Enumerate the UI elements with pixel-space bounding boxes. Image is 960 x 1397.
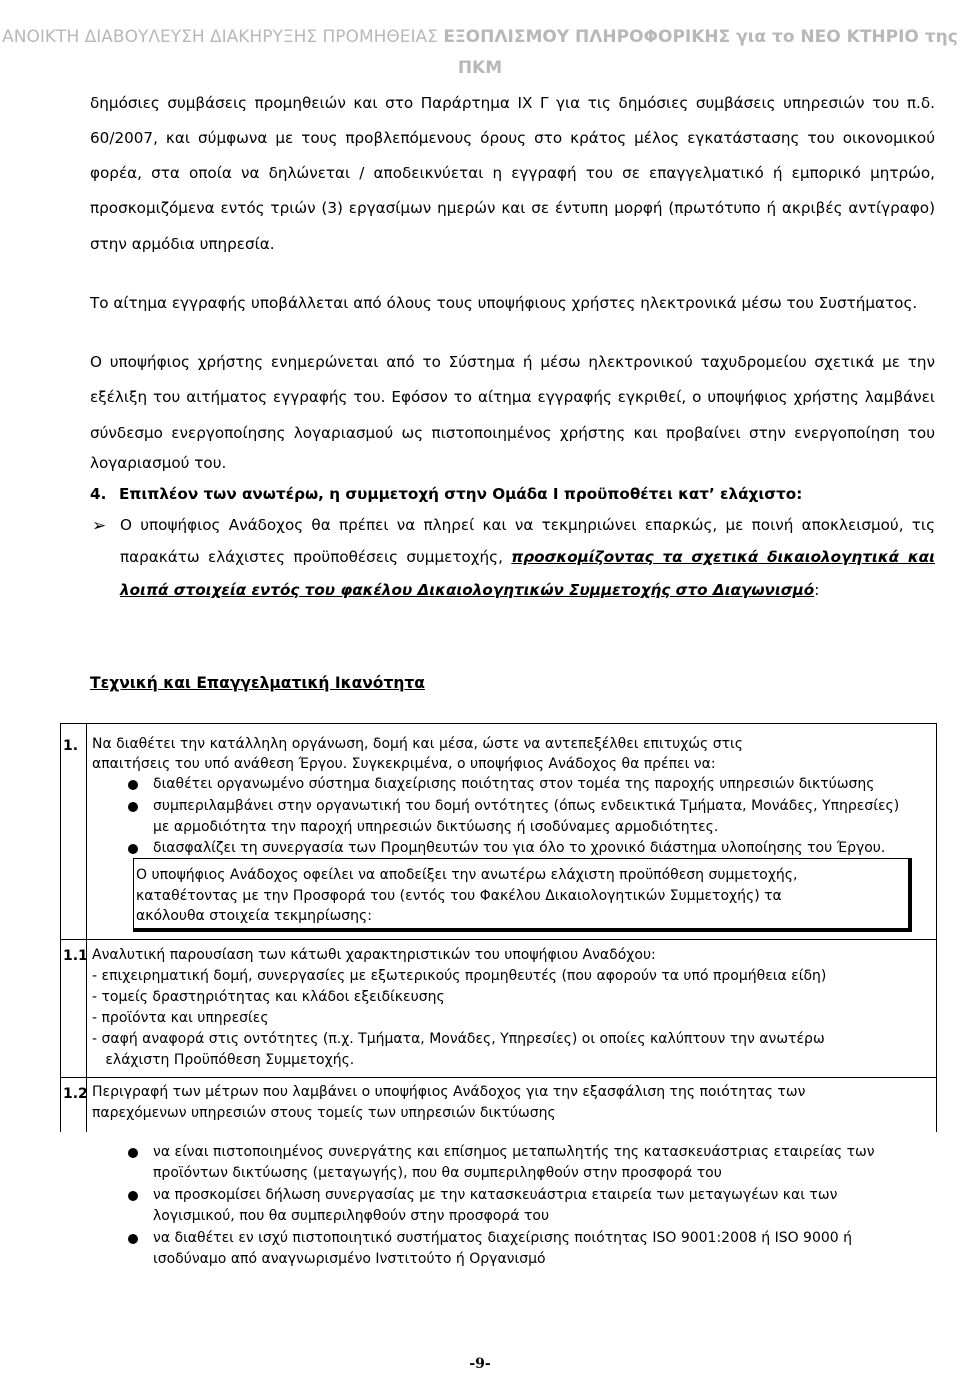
bullet-icon: [128, 780, 138, 790]
para3-line4: λογαριασμού του.: [90, 454, 227, 472]
para1-line5: στην αρμόδια υπηρεσία.: [90, 235, 275, 253]
arrow-bullet-icon: ➢: [92, 516, 107, 536]
document-header: [0, 24, 960, 50]
item4-number: 4.: [90, 485, 107, 503]
row2-number: 1.1: [63, 948, 88, 964]
bullet-icon: [128, 1191, 138, 1201]
arrow-line3: [120, 577, 819, 604]
para3-line1: Ο υποψήφιος χρήστης ενημερώνεται από το Σύστημα ή μέσω ηλεκτρονικού ταχυδρομείου σχετικά με την: [90, 353, 935, 371]
row1-bullet2-line2: με αρμοδιότητα την παροχή υπηρεσιών δικτύωσης ή ισοδύναμες αρμοδιότητες.: [153, 819, 719, 835]
arrow-line3-end: :: [814, 581, 820, 599]
row1-bullet2-line1: συμπεριλαμβάνει στην οργανωτική του δομή οντότητες (όπως ενδεικτικά Τμήματα, Μονάδες, Υπηρεσίες): [153, 798, 900, 814]
section-title: Τεχνική και Επαγγελματική Ικανότητα: [90, 674, 425, 692]
bullet-icon: [128, 1234, 138, 1244]
para3-line2: εξέλιξη του αιτήματος εγγραφής του. Εφόσον το αίτημα εγγραφής εγκριθεί, ο υποψήφιος χρήστης λαμβάνει: [90, 388, 935, 406]
row3-bullet2-line2: λογισμικού, που θα συμπεριληφθούν στην προσφορά του: [153, 1208, 550, 1224]
arrow-line2-emphasis: προσκομίζοντας τα σχετικά δικαιολογητικά και: [511, 548, 935, 566]
row3-bullet2-line1: να προσκομίσει δήλωση συνεργασίας με την κατασκευάστρια εταιρεία των μεταγωγέων και των: [153, 1187, 838, 1203]
table-row-divider-1: [60, 939, 937, 940]
para3-line3: σύνδεσμο ενεργοποίησης λογαριασμού ως πιστοποιημένος χρήστης και προβαίνει στην ενεργοποίηση του: [90, 424, 935, 442]
page-number: -9-: [469, 1356, 491, 1372]
table-left-border: [60, 723, 61, 1132]
note-line3: ακόλουθα στοιχεία τεκμηρίωσης:: [136, 908, 372, 924]
table-right-border: [936, 723, 937, 1132]
row3-bullet1-line2: προϊόντων δικτύωσης (μεταγωγής), που θα συμπεριληφθούν στην προσφορά του: [153, 1165, 722, 1181]
row1-text-line2: απαιτήσεις του υπό ανάθεση Έργου. Συγκεκριμένα, ο υποψήφιος Ανάδοχος θα πρέπει να:: [92, 756, 716, 772]
row2-line4: - προϊόντα και υπηρεσίες: [92, 1010, 269, 1026]
row2-line5: - σαφή αναφορά στις οντότητες (π.χ. Τμήματα, Μονάδες, Υπηρεσίες) οι οποίες καλύπτουν την ανωτέρω: [92, 1031, 825, 1047]
header-line1-bold: ΕΞΟΠΛΙΣΜΟΥ ΠΛΗΡΟΦΟΡΙΚΗΣ για το ΝΕΟ ΚΤΗΡΙΟ της: [443, 27, 958, 47]
bullet-icon: [128, 802, 138, 812]
table-column-divider: [86, 723, 87, 1132]
row2-line1: Αναλυτική παρουσίαση των κάτωθι χαρακτηριστικών του υποψήφιου Αναδόχου:: [92, 947, 656, 963]
arrow-line3-emphasis: λοιπά στοιχεία εντός του φακέλου Δικαιολογητικών Συμμετοχής στο Διαγωνισμό: [120, 581, 815, 599]
row2-line6: ελάχιστη Προϋπόθεση Συμμετοχής.: [92, 1052, 355, 1068]
row3-bullet3-line2: ισοδύναμο από αναγνωρισμένο Ινστιτούτο ή Οργανισμό: [153, 1251, 546, 1267]
header-line1-regular: ΑΝΟΙΚΤΗ ΔΙΑΒΟΥΛΕΥΣΗ ΔΙΑΚΗΡΥΞΗΣ ΠΡΟΜΗΘΕΙΑΣ: [2, 27, 438, 47]
table-row-divider-2: [60, 1077, 937, 1078]
table-top-border: [60, 723, 937, 724]
note-line1: Ο υποψήφιος Ανάδοχος οφείλει να αποδείξει την ανωτέρω ελάχιστη προϋπόθεση συμμετοχής,: [136, 867, 798, 883]
para1-line1: δημόσιες συμβάσεις προμηθειών και στο Παράρτημα ΙΧ Γ για τις δημόσιες συμβάσεις υπηρεσιών του π.δ.: [90, 94, 935, 112]
para1-line2: 60/2007, και σύμφωνα με τους προβλεπόμενους όρους στο κράτος μέλος εγκατάστασης του οικονομικού: [90, 129, 935, 147]
row1-text-line1: Να διαθέτει την κατάλληλη οργάνωση, δομή και μέσα, ώστε να αντεπεξέλθει επιτυχώς στις: [92, 736, 743, 752]
arrow-line2-plain: παρακάτω ελάχιστες προϋποθέσεις συμμετοχής,: [120, 548, 512, 566]
row3-line1: Περιγραφή των μέτρων που λαμβάνει ο υποψήφιος Ανάδοχος για την εξασφάλιση της ποιότητας των: [92, 1084, 806, 1100]
row1-bullet3: διασφαλίζει τη συνεργασία των Προμηθευτών του για όλο το χρονικό διάστημα υλοποίησης του Έργου.: [153, 840, 886, 856]
bullet-icon: [128, 844, 138, 854]
item4-heading: Επιπλέον των ανωτέρω, η συμμετοχή στην Ομάδα Ι προϋποθέτει κατ’ ελάχιστο:: [119, 485, 803, 503]
para1-line4: προσκομιζόμενα εντός τριών (3) εργασίμων ημερών και σε έντυπη μορφή (πρωτότυπο ή ακριβές αντίγραφο): [90, 199, 935, 217]
para2: Το αίτημα εγγραφής υποβάλλεται από όλους τους υποψήφιους χρήστες ηλεκτρονικά μέσω του Συστήματος.: [90, 294, 918, 312]
arrow-line2: [120, 544, 935, 571]
row3-bullet3-line1: να διαθέτει εν ισχύ πιστοποιητικό συστήματος διαχείρισης ποιότητας ISO 9001:2008 ή ISO 9000 ή: [153, 1230, 853, 1246]
arrow-line1: Ο υποψήφιος Ανάδοχος θα πρέπει να πληρεί και να τεκμηριώνει επαρκώς, με ποινή αποκλεισμού, τις: [120, 516, 935, 534]
row2-line3: - τομείς δραστηριότητας και κλάδοι εξειδίκευσης: [92, 989, 445, 1005]
note-line2: καταθέτοντας με την Προσφορά του (εντός του Φακέλου Δικαιολογητικών Συμμετοχής) τα: [136, 888, 782, 904]
row3-line2: παρεχόμενων υπηρεσιών στους τομείς των υπηρεσιών δικτύωσης: [92, 1105, 556, 1121]
bullet-icon: [128, 1148, 138, 1158]
row2-line2: - επιχειρηματική δομή, συνεργασίες με εξωτερικούς προμηθευτές (που αφορούν τα υπό προμήθεια είδη): [92, 968, 827, 984]
row3-number: 1.2: [63, 1086, 88, 1102]
para1-line3: φορέα, στα οποία να δηλώνεται / αποδεικνύεται η εγγραφή του σε επαγγελματικό ή εμπορικό μητρώο,: [90, 164, 935, 182]
row1-number: 1.: [63, 738, 79, 754]
row3-bullet1-line1: να είναι πιστοποιημένος συνεργάτης και επίσημος μεταπωλητής της κατασκευάστριας εταιρείας των: [153, 1144, 875, 1160]
header-line2: ΠΚΜ: [457, 58, 503, 78]
row1-bullet1: διαθέτει οργανωμένο σύστημα διαχείρισης ποιότητας στον τομέα της παροχής υπηρεσιών δικτύωσης: [153, 776, 875, 792]
